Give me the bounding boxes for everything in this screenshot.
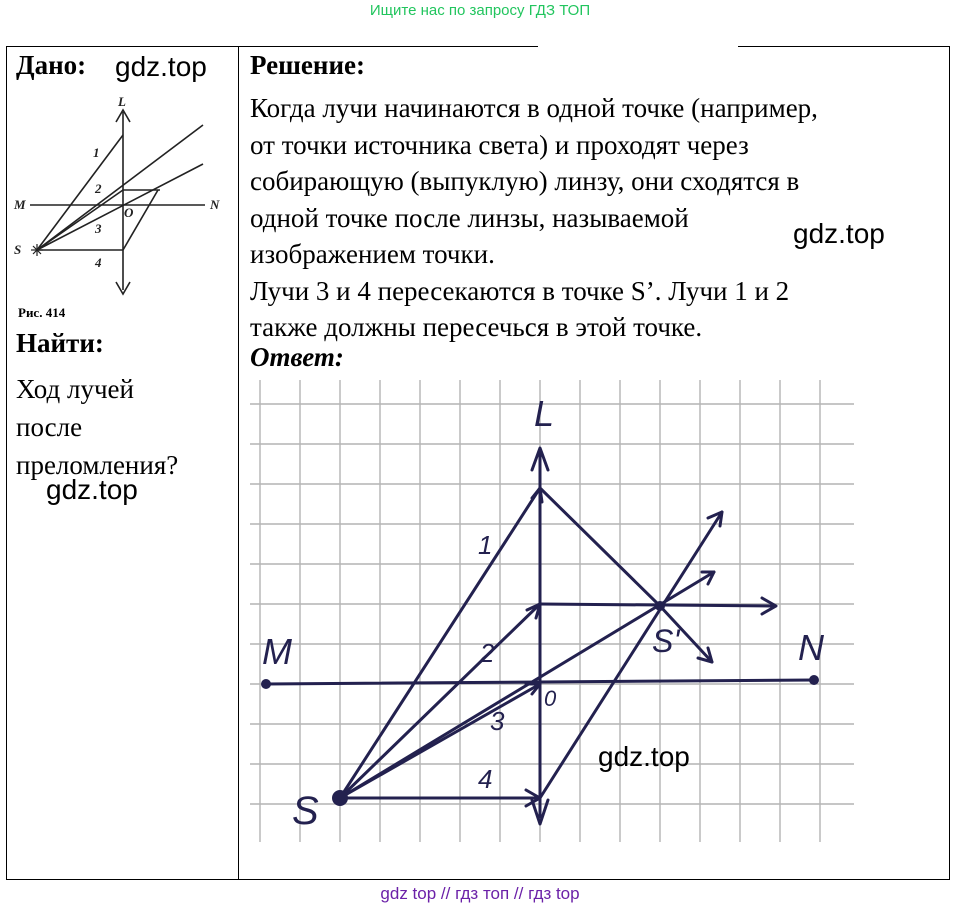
figure-414: [10, 90, 230, 305]
ray-3-extended: [37, 164, 203, 250]
point-s: [332, 790, 348, 806]
point-m: [261, 679, 271, 689]
label-M: M: [262, 631, 292, 672]
column-divider: [238, 46, 239, 880]
label-O: 0: [544, 686, 557, 711]
solution-line: Лучи 3 и 4 пересекаются в точке S’. Лучи 1 и 2: [250, 275, 790, 306]
label-ray-3: 3: [490, 706, 505, 736]
label-ray-4: 4: [478, 764, 493, 794]
graph-paper-grid: [250, 380, 854, 842]
fig-label-L: L: [118, 94, 126, 109]
find-text: [16, 370, 178, 484]
solution-line: изображением точки.: [250, 239, 495, 269]
border-gap: [538, 44, 738, 48]
label-S-prime: S': [652, 623, 680, 659]
fig-label-S: S: [14, 242, 22, 257]
watermark: gdz.top: [793, 218, 885, 249]
fig-label-1: 1: [93, 145, 100, 160]
watermark: gdz.top: [115, 51, 207, 82]
ray-2-extended: [37, 125, 203, 250]
solution-heading: Решение:: [250, 50, 365, 80]
source-star-icon: [31, 244, 43, 256]
fig-label-4: 4: [95, 255, 102, 270]
solution-line: также должны пересечься в этой точке.: [250, 312, 703, 342]
given-heading: Дано:: [16, 50, 87, 80]
point-n: [809, 675, 819, 685]
solution-line: от точки источника света) и проходят через: [250, 129, 749, 160]
ray-4-out: [123, 190, 158, 250]
label-ray-1: 1: [478, 530, 493, 560]
find-line: после: [16, 412, 83, 442]
fig-label-M: M: [14, 197, 26, 212]
label-N: N: [798, 627, 824, 668]
solution-line: собирающую (выпуклую) линзу, они сходятся в: [250, 166, 800, 196]
answer-heading: Ответ:: [250, 342, 344, 372]
bottom-banner: gdz top // гдз топ // гдз top: [380, 884, 580, 903]
label-ray-2: 2: [480, 638, 495, 668]
fig-label-O: O: [124, 205, 134, 220]
watermark: gdz.top: [46, 474, 138, 505]
top-banner: Ищите нас по запросу ГДЗ ТОП: [369, 2, 591, 19]
label-S: S: [292, 789, 319, 833]
find-line: преломления?: [16, 450, 179, 480]
answer-drawing: [242, 372, 862, 852]
ray-1-out: [540, 488, 660, 606]
solution-line: Когда лучи начинаются в одной точке (например,: [250, 93, 818, 123]
fig-label-3: 3: [95, 221, 102, 236]
find-line: Ход лучей: [16, 374, 134, 404]
fig-label-2: 2: [95, 181, 102, 196]
ray-1-in: [37, 135, 123, 250]
watermark: gdz.top: [598, 741, 690, 772]
fig-label-N: N: [210, 197, 220, 212]
figure-caption: Рис. 414: [18, 305, 66, 320]
solution-line: одной точке после линзы, называемой: [250, 202, 689, 233]
point-s-prime: [655, 601, 665, 611]
label-L: L: [534, 393, 555, 434]
find-heading: Найти:: [16, 328, 104, 358]
ray-1-in: [340, 488, 540, 798]
